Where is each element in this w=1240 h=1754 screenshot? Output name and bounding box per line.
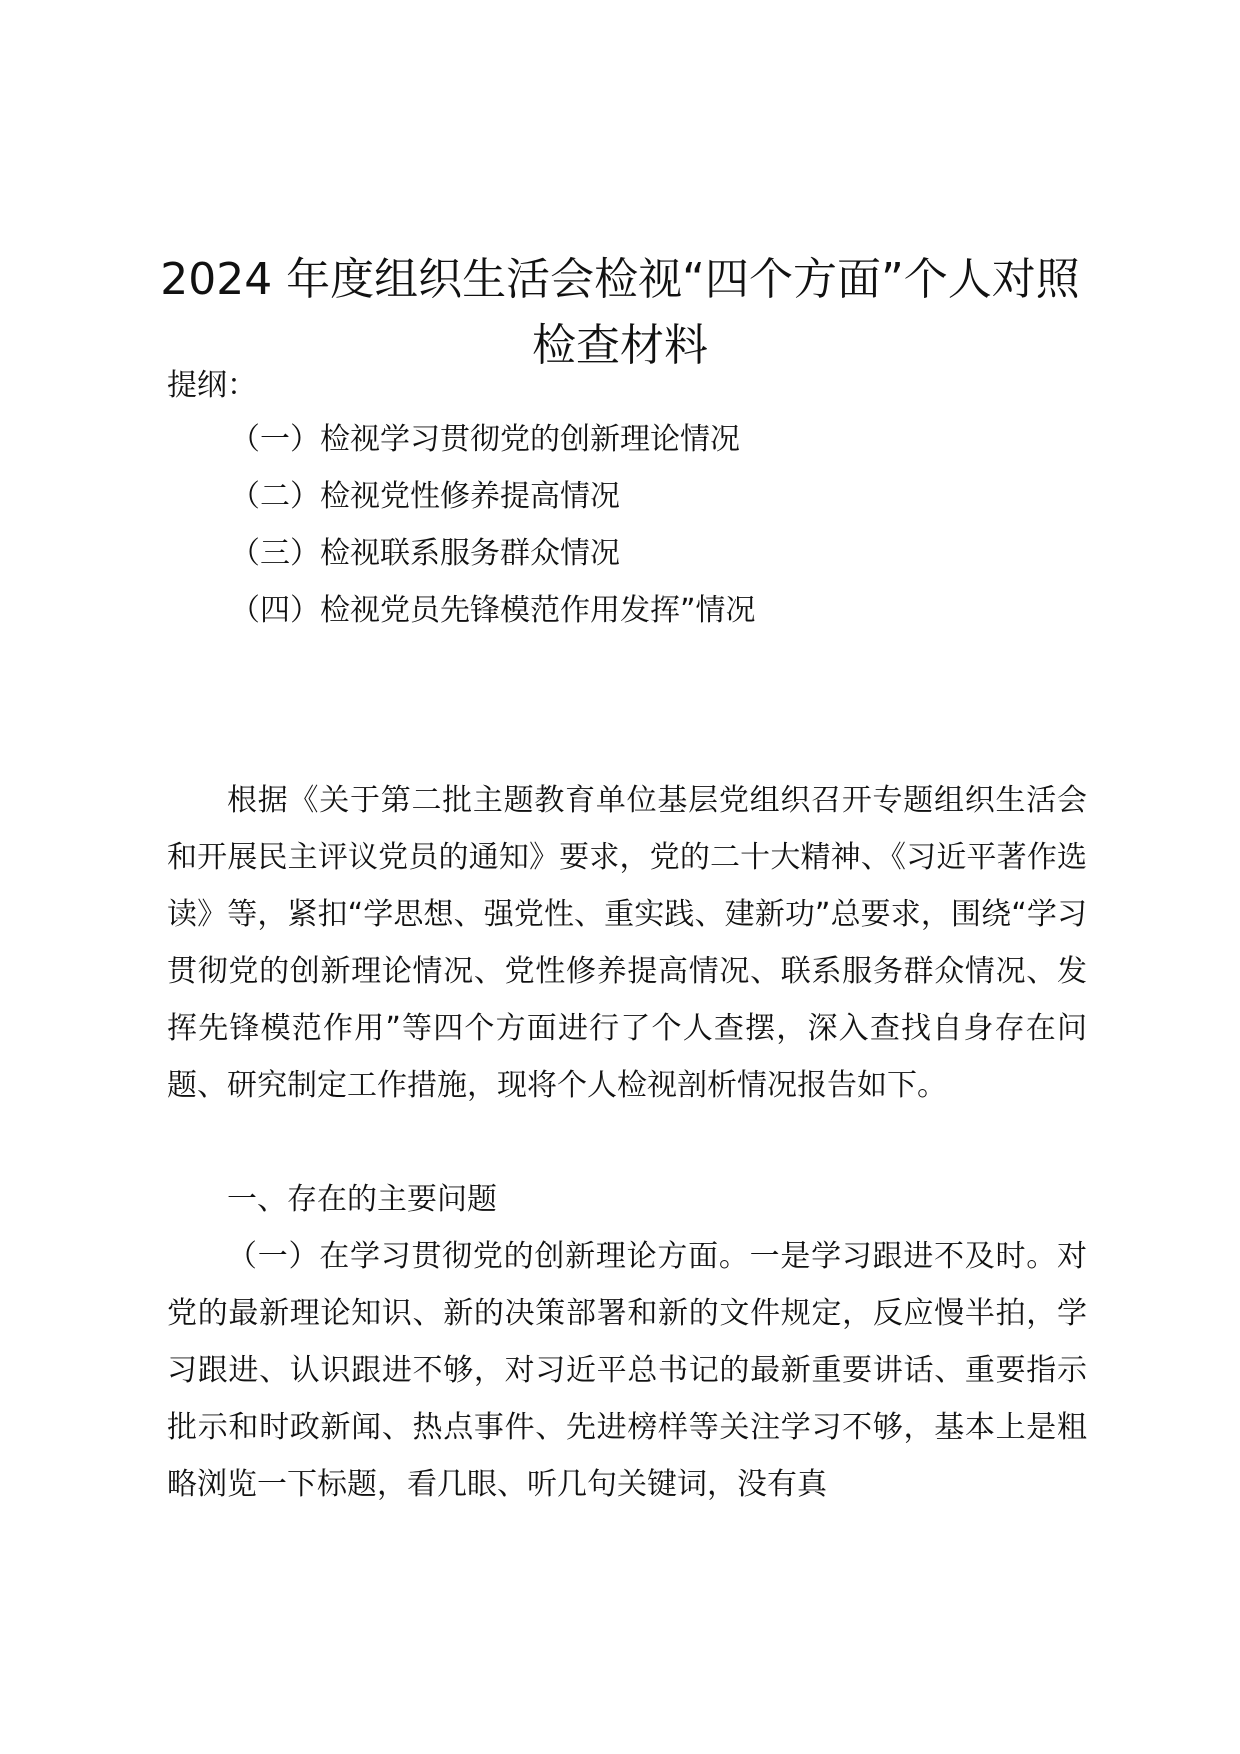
outline-item: （四）检视党员先锋模范作用发挥”情况 <box>230 593 756 628</box>
outline-item: （一）检视学习贯彻党的创新理论情况 <box>230 422 740 457</box>
section-heading: 一、存在的主要问题 <box>227 1182 497 1217</box>
outline-item: （三）检视联系服务群众情况 <box>230 536 620 571</box>
outline-label: 提纲： <box>167 368 257 403</box>
document-title: 2024 年度组织生活会检视“四个方面”个人对照检查材料 <box>160 254 1080 372</box>
outline-item: （二）检视党性修养提高情况 <box>230 479 620 514</box>
section-paragraph: （一）在学习贯彻党的创新理论方面。一是学习跟进不及时。对党的最新理论知识、新的决策部署和新的文件规定，反应慢半拍，学习跟进、认识跟进不够，对习近平总书记的最新重要讲话、重要指示批示和时政新闻、热点事件、先进榜样等关注学习不够，基本上是粗略浏览一下标题，看几眼、听几句关键词，没有真 <box>167 1239 1087 1502</box>
intro-paragraph: 根据《关于第二批主题教育单位基层党组织召开专题组织生活会和开展民主评议党员的通知》要求，党的二十大精神、《习近平著作选读》等，紧扣“学思想、强党性、重实践、建新功”总要求，围绕“学习贯彻党的创新理论情况、党性修养提高情况、联系服务群众情况、发挥先锋模范作用”等四个方面进行了个人查摆，深入查找自身存在问题、研究制定工作措施，现将个人检视剖析情况报告如下。 <box>167 783 1087 1103</box>
outline-list <box>230 420 756 648</box>
